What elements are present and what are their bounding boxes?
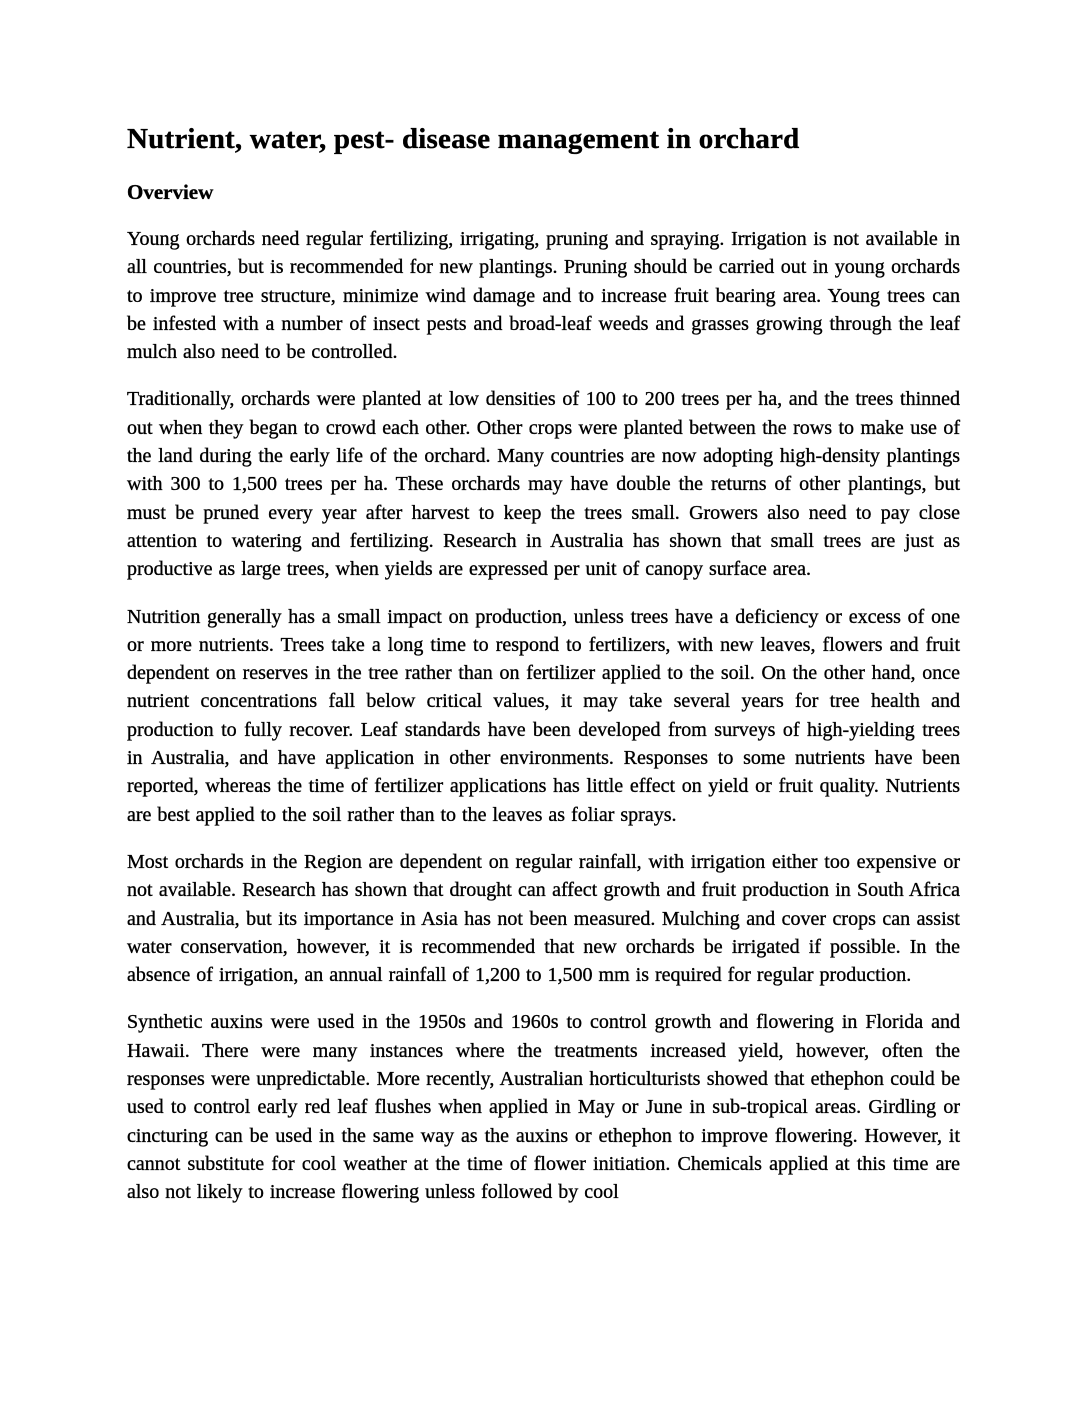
paragraph-nutrition: Nutrition generally has a small impact on production, unless trees have a deficiency or excess of one or more nutrients. Trees take a long time to respond to fertilizers, with new leaves, flowers and fruit dependent on reserves in the tree rather than on fertilizer applied to the soil. On the other hand, once nutrient concentrations fall below critical values, it may take several years for tree health and production to fully recover. Leaf standards have been developed from surveys of high-yielding trees in Australia, and have application in other environments. Responses to some nutrients have been reported, whereas the time of fertilizer applications has little effect on yield or fruit quality. Nutrients are best applied to the soil rather than to the leaves as foliar sprays. (127, 605, 960, 826)
section-heading-overview: Overview (127, 180, 214, 204)
paragraph-young-orchards: Young orchards need regular fertilizing, irrigating, pruning and spraying. Irrigation is not available in all countries, but is recommended for new plantings. Pruning should be carried out in young orchards to improve tree structure, minimize wind damage and to increase fruit bearing area. Young trees can be infested with a number of insect pests and broad-leaf weeds and grasses growing through the leaf mulch also need to be controlled. (127, 228, 960, 364)
paragraph-planting-densities: Traditionally, orchards were planted at low densities of 100 to 200 trees per ha, and the trees thinned out when they began to crowd each other. Other crops were planted between the rows to make use of the land during the early life of the orchard. Many countries are now adopting high-density plantings with 300 to 1,500 trees per ha. These orchards may have double the returns of other plantings, but must be pruned every year after harvest to keep the trees small. Growers also need to pay close attention to watering and fertilizing. Research in Australia has shown that small trees are just as productive as large trees, when yields are expressed per unit of canopy surface area. (127, 388, 960, 581)
paragraph-synthetic-auxins: Synthetic auxins were used in the 1950s and 1960s to control growth and flowering in Florida and Hawaii. There were many instances where the treatments increased yield, however, often the responses were unpredictable. More recently, Australian horticulturists showed that ethephon could be used to control early red leaf flushes when applied in May or June in sub-tropical areas. Girdling or cincturing can be used in the same way as the auxins or ethephon to improve flowering. However, it cannot substitute for cool weather at the time of flower initiation. Chemicals applied at this time are also not likely to increase flowering unless followed by cool (127, 1011, 960, 1204)
paragraph-rainfall-irrigation: Most orchards in the Region are dependent on regular rainfall, with irrigation either too expensive or not available. Research has shown that drought can affect growth and fruit production in South Africa and Australia, but its importance in Asia has not been measured. Mulching and cover crops can assist water conservation, however, it is recommended that new orchards be irrigated if possible. In the absence of irrigation, an annual rainfall of 1,200 to 1,500 mm is required for regular production. (127, 850, 960, 987)
document-title: Nutrient, water, pest- disease management in orchard (127, 123, 800, 155)
